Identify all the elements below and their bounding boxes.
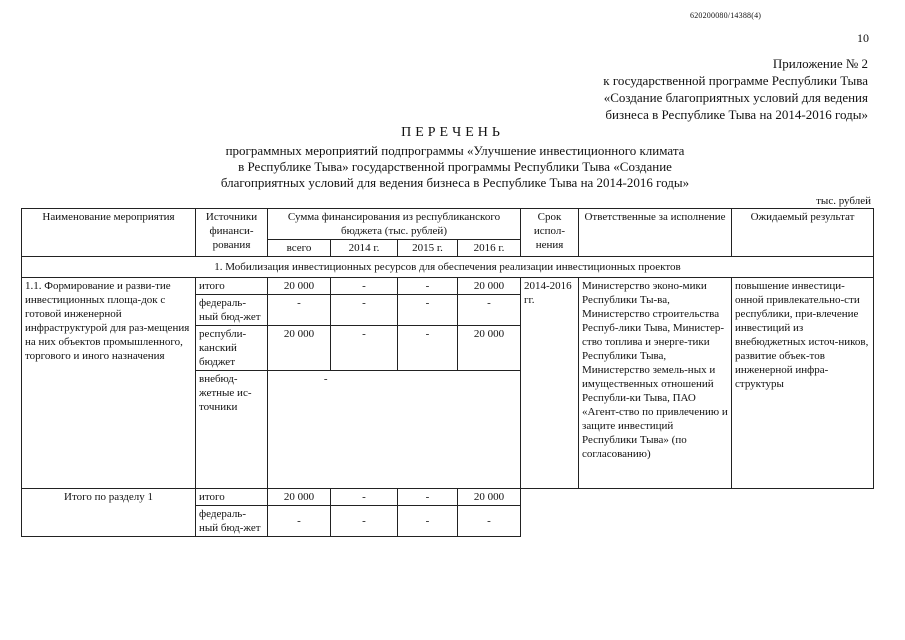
total-cell: 20 000 [268, 489, 331, 506]
source-cell: республи-канский бюджет [196, 326, 268, 371]
appendix-line-4: бизнеса в Республике Тыва на 2014-2016 годы» [605, 107, 868, 122]
section-row [22, 257, 874, 278]
table-header-row [22, 209, 874, 240]
header-result: Ожидаемый результат [732, 209, 874, 257]
responsible-cell: Министерство эконо-мики Республики Ты-ва, Министерство строительства Респуб-лики Тыва, Министер-ство топлива и энерге-тики Республики Тыва, Министерство земель-ных и имущественных отношений Республи-ки Тыва, ПАО «Агент-ство по привлечению и защите инвестиций Республики Тыва» (по согласованию) [579, 278, 732, 489]
document-subtitle [110, 143, 800, 191]
total-cell: - [268, 295, 331, 326]
header-name: Наименование мероприятия [22, 209, 196, 257]
page-number: 10 [857, 31, 869, 45]
total-cell: - [268, 371, 331, 489]
total-cell: - [268, 506, 331, 537]
total-cell: 20 000 [268, 278, 331, 295]
source-cell: внебюд-жетные ис-точники [196, 371, 268, 489]
appendix-line-1: Приложение № 2 [772, 56, 868, 71]
appendix-block [508, 55, 868, 123]
appendix-line-2: к государственной программе Республики Тыва [603, 73, 868, 88]
appendix-line-3: «Создание благоприятных условий для ведения [603, 90, 868, 105]
y2014-cell [331, 371, 398, 489]
y2014-cell: - [331, 326, 398, 371]
y2016-cell: 20 000 [458, 489, 521, 506]
source-cell: федераль-ный бюд-жет [196, 295, 268, 326]
header-responsible: Ответственные за исполнение [579, 209, 732, 257]
source-cell: итого [196, 278, 268, 295]
header-period: Срок испол-нения [521, 209, 579, 257]
units-label: тыс. рублей [816, 195, 871, 207]
document-id: 620200080/14388(4) [690, 11, 762, 20]
y2014-cell: - [331, 295, 398, 326]
table-row [22, 278, 874, 295]
source-cell: федераль-ный бюд-жет [196, 506, 268, 537]
header-total: всего [268, 240, 331, 257]
result-cell: повышение инвестици-онной привлекательно-сти республики, при-влечение инвестиций из внебюджетных источ-ников, развитие объек-тов инженерной инфра-структуры [732, 278, 874, 489]
header-2014: 2014 г. [331, 240, 398, 257]
activities-table [21, 208, 874, 537]
header-2016: 2016 г. [458, 240, 521, 257]
empty-cell [521, 489, 874, 537]
subtitle-line-2: в Республике Тыва» государственной программы Республики Тыва «Создание [238, 159, 672, 174]
y2016-cell: 20 000 [458, 326, 521, 371]
source-cell: итого [196, 489, 268, 506]
subtitle-line-1: программных мероприятий подпрограммы «Улучшение инвестиционного климата [225, 143, 685, 158]
y2015-cell [398, 371, 458, 489]
period-cell: 2014-2016 гг. [521, 278, 579, 489]
y2014-cell: - [331, 489, 398, 506]
y2015-cell: - [398, 506, 458, 537]
y2015-cell: - [398, 295, 458, 326]
header-sources: Источники финанси-рования [196, 209, 268, 257]
subtitle-line-3: благоприятных условий для ведения бизнеса в Республике Тыва на 2014-2016 годы» [220, 175, 690, 190]
header-amount: Сумма финансирования из республиканского бюджета (тыс. рублей) [268, 209, 521, 240]
y2016-cell [458, 371, 521, 489]
table-row [22, 489, 874, 506]
section-total-label: Итого по разделу 1 [22, 489, 196, 537]
y2015-cell: - [398, 278, 458, 295]
y2015-cell: - [398, 326, 458, 371]
header-2015: 2015 г. [398, 240, 458, 257]
y2014-cell: - [331, 506, 398, 537]
activity-name: 1.1. Формирование и разви-тие инвестиционных площа-док с готовой инженерной инфраструктурой для раз-мещения на них объектов промышленного, торгового и иного назначения [22, 278, 196, 489]
section-1-title: 1. Мобилизация инвестиционных ресурсов для обеспечения реализации инвестиционных проектов [22, 257, 874, 278]
y2014-cell: - [331, 278, 398, 295]
document-title: ПЕРЕЧЕНЬ [401, 125, 504, 140]
y2016-cell: - [458, 295, 521, 326]
y2016-cell: - [458, 506, 521, 537]
total-cell: 20 000 [268, 326, 331, 371]
y2015-cell: - [398, 489, 458, 506]
y2016-cell: 20 000 [458, 278, 521, 295]
